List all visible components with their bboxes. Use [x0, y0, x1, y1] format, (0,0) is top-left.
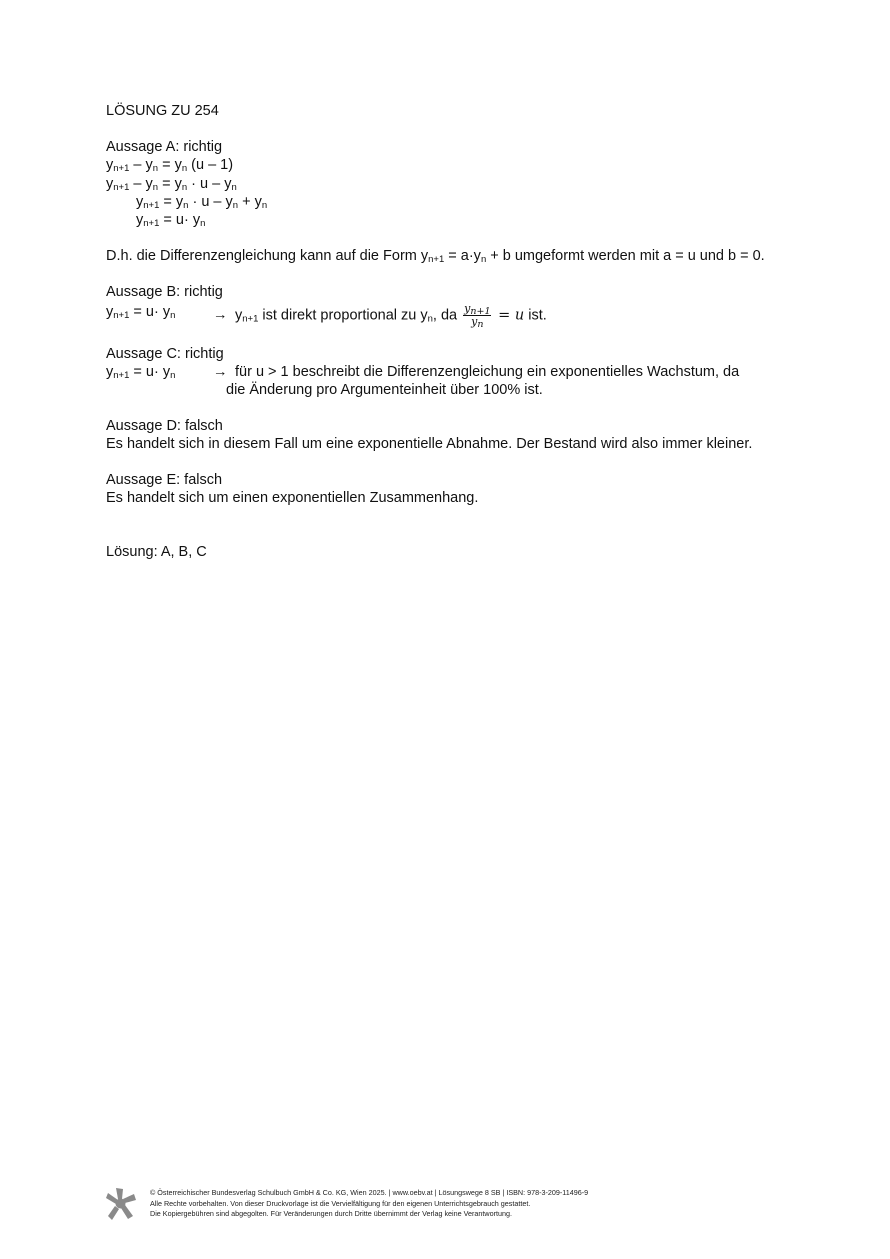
statement-a-equation-3: $y_{n+1} = y_n \cdot u - y_n + y_n$	[136, 194, 268, 211]
footer	[106, 1186, 806, 1226]
arrow-right-icon: →	[213, 364, 228, 380]
statement-b-row	[106, 302, 826, 330]
statement-b-heading: Aussage B: richtig	[106, 284, 223, 300]
statement-c-right-line-2: die Änderung pro Argumenteinheit über 100% ist.	[226, 382, 543, 398]
statement-e-text: Es handelt sich um einen exponentiellen Zusammenhang.	[106, 490, 479, 506]
statement-a-heading: Aussage A: richtig	[106, 139, 223, 155]
statement-a-equation-1: $y_{n+1} - y_n = y_n$ (u – 1)	[106, 157, 234, 174]
statement-c-heading: Aussage C: richtig	[106, 346, 224, 362]
statement-c-row	[106, 363, 826, 381]
page-title: LÖSUNG ZU 254	[106, 103, 219, 119]
statement-a-equation-4: $y_{n+1} = u\cdot y_n$	[136, 212, 206, 229]
statement-c-right: → für u > 1 beschreibt die Differenzengleichung ein exponentielles Wachstum, da	[213, 364, 740, 380]
statement-c-left: $y_{n+1} = u\cdot y_n$	[106, 364, 176, 381]
copyright-text: © Österreichischer Bundesverlag Schulbuch GmbH & Co. KG, Wien 2025. | www.oebv.at | Lösungswege 8 SB | ISBN: 978-3-209-11496-9 Alle Rechte vorbehalten. Von dieser Druckvorlage ist die Vervielfältigung für den eigenen Unterrichtsgebrauch gestattet. Die Kopiergebühren sind abgegolten. Für Veränderungen durch Dritte übernimmt der Verlag keine Verantwortung.	[150, 1188, 589, 1218]
fraction: $\frac{y_{n+1}}{y_n}$	[464, 302, 491, 330]
statement-a-equation-2: $y_{n+1} - y_n = y_n \cdot u - y_n$	[106, 176, 237, 193]
solution-summary: Lösung: A, B, C	[106, 544, 207, 560]
statement-d-text: Es handelt sich in diesem Fall um eine exponentielle Abnahme. Der Bestand wird also immer kleiner.	[106, 436, 753, 452]
dh-conclusion: D.h. die Differenzengleichung kann auf die Form $y_{n+1} = a\cdot y_n + b$ umgeformt werden mit a = u und b = 0.	[106, 248, 765, 265]
statement-b-right: → $y_{n+1}$ ist direkt proportional zu $y_n$, da $\frac{y_{n+1}}{y_n}$ = u ist.	[213, 302, 547, 330]
oebv-logo-icon	[106, 1188, 136, 1220]
statement-b-left: $y_{n+1} = u\cdot y_n$	[106, 304, 176, 321]
arrow-right-icon: →	[213, 307, 228, 324]
statement-d-heading: Aussage D: falsch	[106, 418, 223, 434]
statement-e-heading: Aussage E: falsch	[106, 472, 223, 488]
